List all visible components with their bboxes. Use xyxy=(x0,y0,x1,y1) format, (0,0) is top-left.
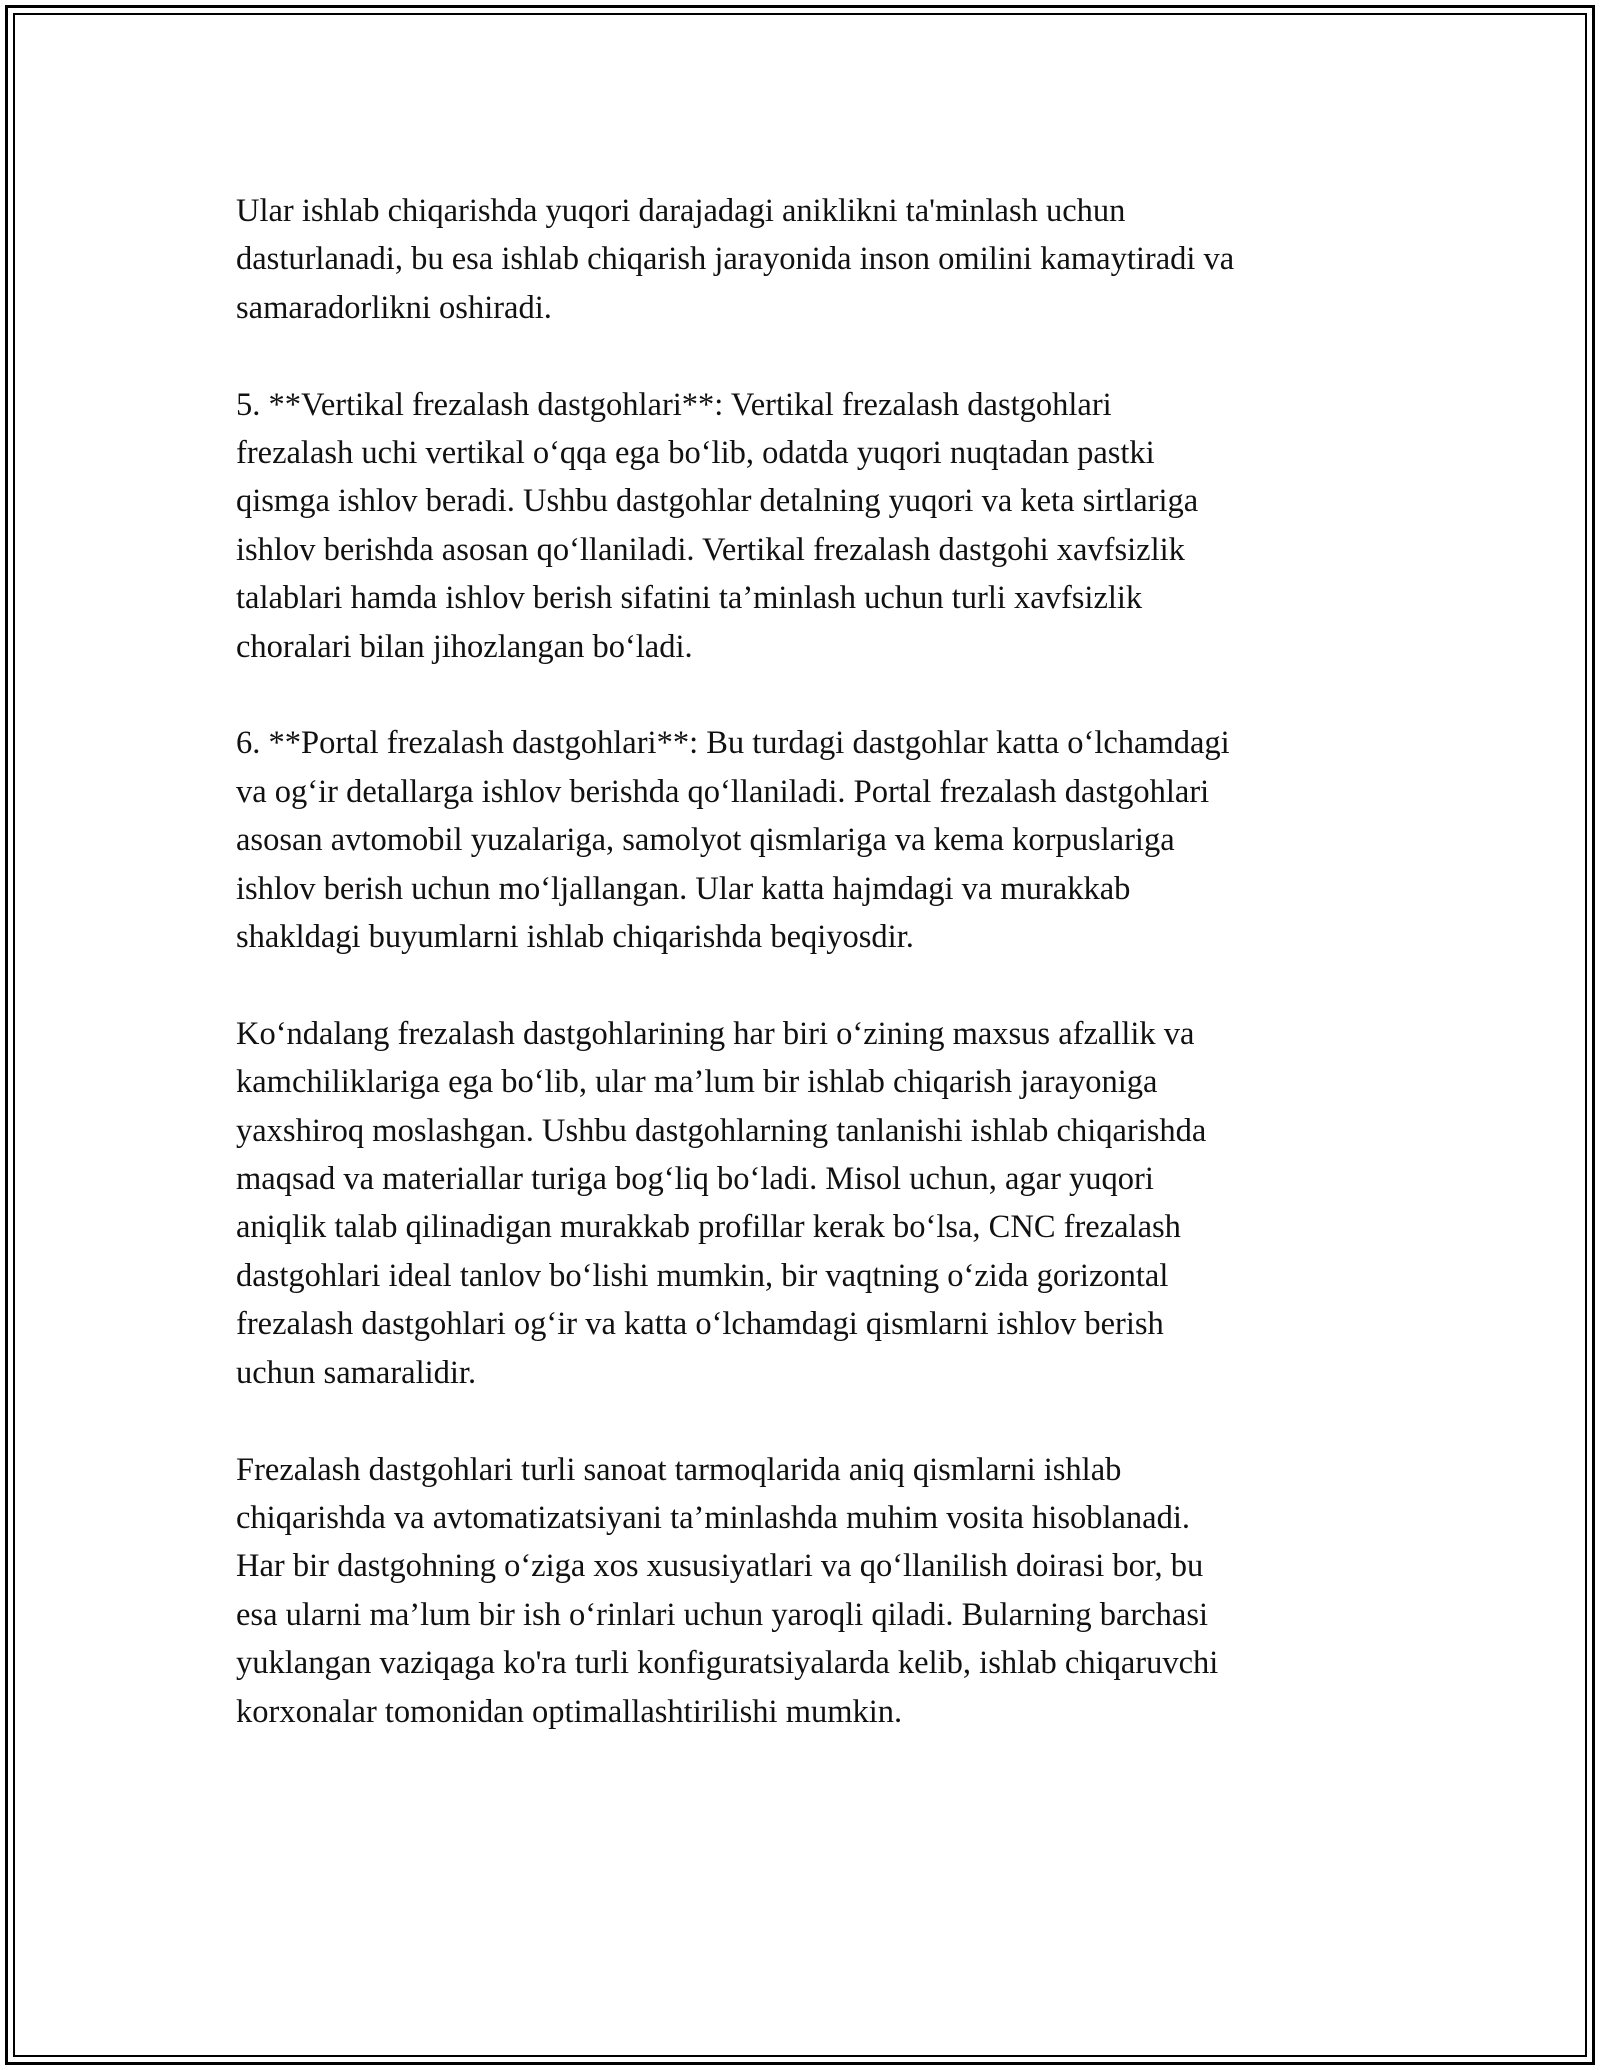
text-line: kamchiliklariga ega bo‘lib, ular ma’lum bir ishlab chiqarish jarayoniga xyxy=(236,1064,1158,1101)
text-line: qismga ishlov beradi. Ushbu dastgohlar detalning yuqori va keta sirtlariga xyxy=(236,483,1199,520)
text-line: korxonalar tomonidan optimallashtirilishi mumkin. xyxy=(236,1693,903,1730)
text-line: frezalash uchi vertikal o‘qqa ega bo‘lib, odatda yuqori nuqtadan pastki xyxy=(236,435,1155,472)
text-line: dastgohlari ideal tanlov bo‘lishi mumkin, bir vaqtning o‘zida gorizontal xyxy=(236,1257,1169,1294)
text-line: aniqlik talab qilinadigan murakkab profillar kerak bo‘lsa, CNC frezalash xyxy=(236,1209,1181,1246)
text-line: uchun samaralidir. xyxy=(236,1354,477,1391)
text-line: yuklangan vaziqaga ko'ra turli konfiguratsiyalarda kelib, ishlab chiqaruvchi xyxy=(236,1645,1219,1682)
text-line: samaradorlikni oshiradi. xyxy=(236,289,552,326)
text-line: shakldagi buyumlarni ishlab chiqarishda beqiyosdir. xyxy=(236,919,914,956)
text-line: Ular ishlab chiqarishda yuqori darajadagi aniklikni ta'minlash uchun xyxy=(236,193,1126,229)
text-line: yaxshiroq moslashgan. Ushbu dastgohlarning tanlanishi ishlab chiqarishda xyxy=(236,1112,1207,1149)
text-line: maqsad va materiallar turiga bog‘liq bo‘ladi. Misol uchun, agar yuqori xyxy=(236,1161,1154,1198)
text-line: choralari bilan jihozlangan bo‘ladi. xyxy=(236,628,693,665)
text-line: 6. **Portal frezalash dastgohlari**: Bu turdagi dastgohlar katta o‘lchamdagi xyxy=(236,725,1230,762)
text-line: esa ularni ma’lum bir ish o‘rinlari uchun yaroqli qiladi. Bularning barchasi xyxy=(236,1596,1209,1633)
text-line: frezalash dastgohlari og‘ir va katta o‘lchamdagi qismlarni ishlov berish xyxy=(236,1306,1164,1343)
text-line: talablari hamda ishlov berish sifatini ta’minlash uchun turli xavfsizlik xyxy=(236,580,1143,617)
text-line: 5. **Vertikal frezalash dastgohlari**: Vertikal frezalash dastgohlari xyxy=(236,386,1112,423)
paragraph-comparison xyxy=(236,1010,1396,1397)
text-line: dasturlanadi, bu esa ishlab chiqarish jarayonida inson omilini kamaytiradi va xyxy=(236,241,1235,278)
document-body xyxy=(236,187,1396,1784)
text-line: Har bir dastgohning o‘ziga xos xususiyatlari va qo‘llanilish doirasi bor, bu xyxy=(236,1548,1204,1585)
text-line: Ko‘ndalang frezalash dastgohlarining har biri o‘zining maxsus afzallik va xyxy=(236,1015,1195,1052)
text-line: ishlov berish uchun mo‘ljallangan. Ular katta hajmdagi va murakkab xyxy=(236,870,1131,907)
text-line: ishlov berishda asosan qo‘llaniladi. Vertikal frezalash dastgohi xavfsizlik xyxy=(236,531,1185,568)
paragraph-vertical-milling xyxy=(236,381,1396,671)
text-line: va og‘ir detallarga ishlov berishda qo‘llaniladi. Portal frezalash dastgohlari xyxy=(236,773,1210,810)
paragraph-portal-milling xyxy=(236,719,1396,961)
text-line: asosan avtomobil yuzalariga, samolyot qismlariga va kema korpuslariga xyxy=(236,822,1175,859)
paragraph-intro xyxy=(236,187,1396,332)
text-line: Frezalash dastgohlari turli sanoat tarmoqlarida aniq qismlarni ishlab xyxy=(236,1451,1122,1488)
paragraph-conclusion xyxy=(236,1446,1396,1736)
text-line: chiqarishda va avtomatizatsiyani ta’minlashda muhim vosita hisoblanadi. xyxy=(236,1499,1191,1536)
